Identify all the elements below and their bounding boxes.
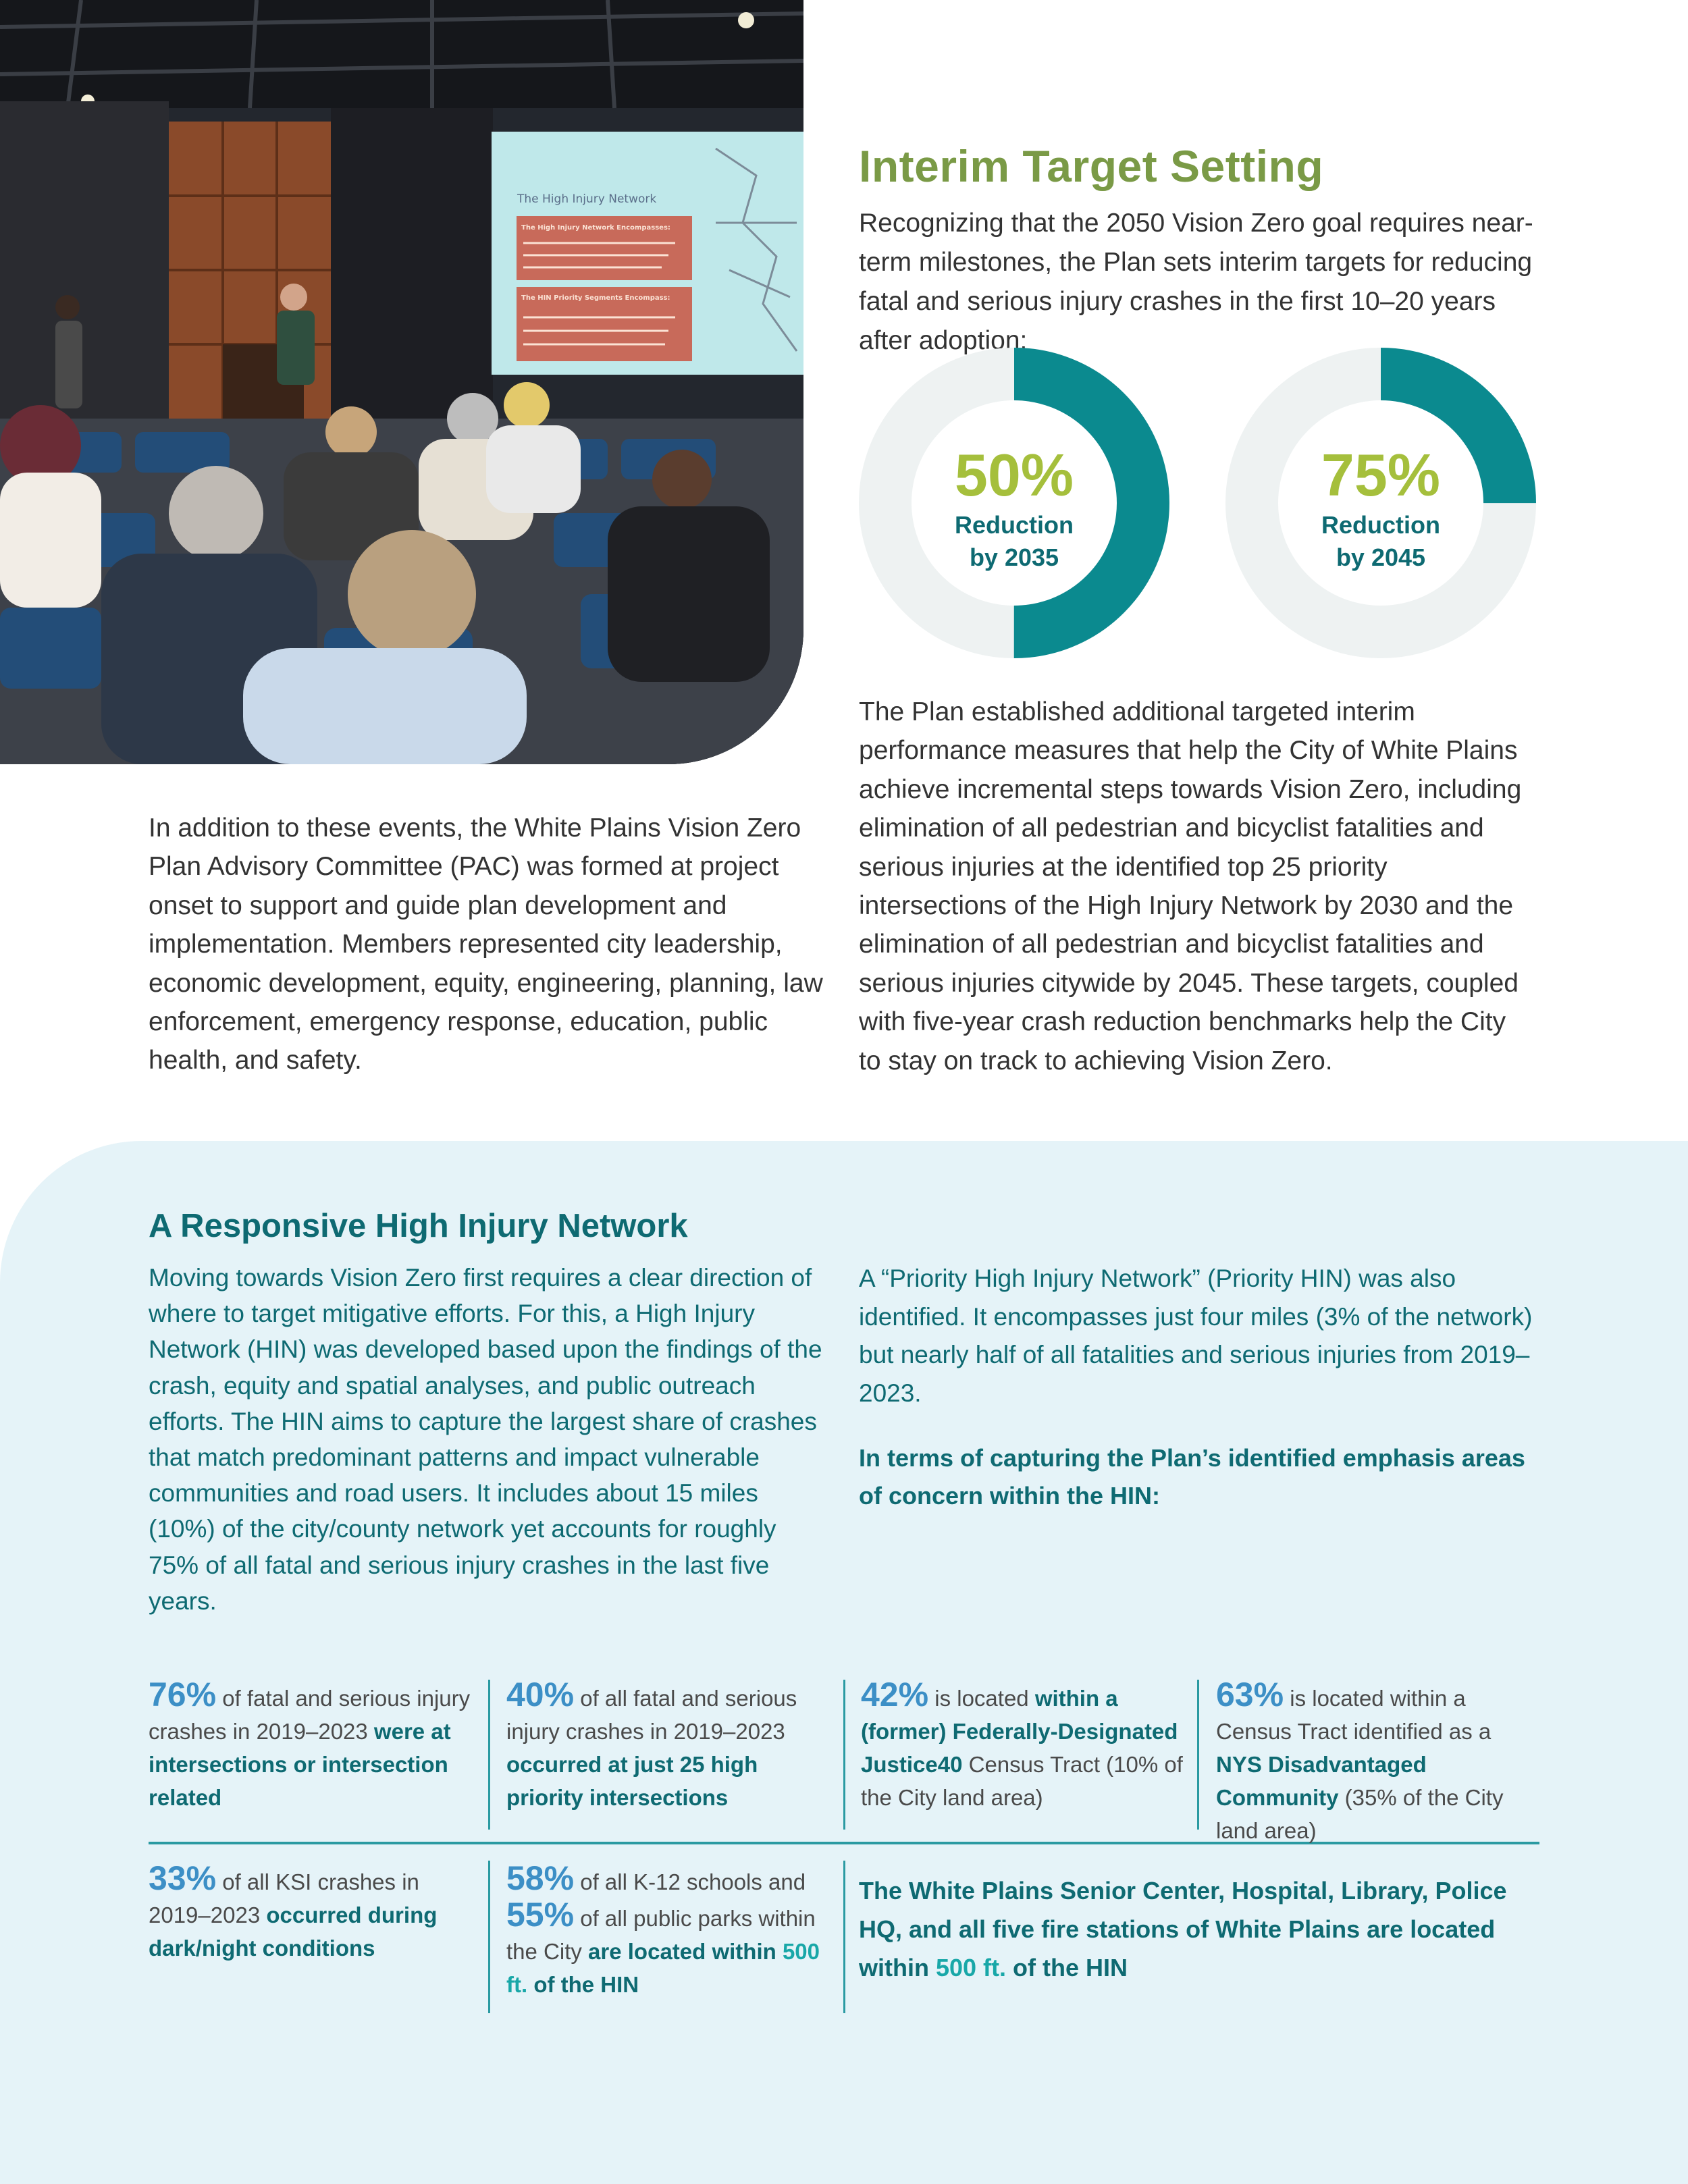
stat-42-value: 42% bbox=[861, 1676, 929, 1713]
donut-2035-label bbox=[859, 509, 1169, 574]
screen-title: The High Injury Network bbox=[517, 192, 657, 206]
stat-55-distance: 500 ft. bbox=[506, 1939, 820, 1997]
donut-2045-line1: Reduction bbox=[1321, 511, 1440, 539]
stat-76-text: of fatal and serious injury crashes in 2019–2023 bbox=[149, 1686, 471, 1744]
hin-right-paragraph: A “Priority High Injury Network” (Priority HIN) was also identified. It encompasses just four miles (3% of the network) but nearly half of all fatalities and serious injuries from 2019–2023. bbox=[859, 1264, 1533, 1407]
donut-2035-value: 50% bbox=[954, 442, 1074, 508]
stat-divider bbox=[488, 1680, 490, 1830]
pac-paragraph: In addition to these events, the White Plains Vision Zero Plan Advisory Committee (PAC) was formed at project onset to support and guide plan development and implementation. Members represented city leadership, economic development, equity, engineering, planning, law enforcement, emergency response, education, public health, and safety. bbox=[149, 814, 823, 1075]
stat-63-text: is located within a Census Tract identified as a bbox=[1216, 1686, 1492, 1744]
stat-42 bbox=[861, 1678, 1185, 1814]
stat-76-bold: were at intersections or intersection related bbox=[149, 1719, 451, 1810]
stat-facilities-distance: 500 ft. bbox=[935, 1954, 1007, 1981]
donut-2045 bbox=[1225, 344, 1536, 662]
interim-heading: Interim Target Setting bbox=[859, 141, 1324, 191]
donut-2035-line2: by 2035 bbox=[969, 543, 1059, 571]
stat-facilities-post: of the HIN bbox=[1006, 1954, 1128, 1981]
stat-63 bbox=[1216, 1678, 1533, 1847]
stat-divider bbox=[843, 1680, 845, 1830]
stat-facilities-text: The White Plains Senior Center, Hospital, Library, Police HQ, and all five fire stations of White Plains are located within bbox=[859, 1877, 1507, 1981]
hin-heading: A Responsive High Injury Network bbox=[149, 1208, 688, 1244]
screen-box2-title: The HIN Priority Segments Encompass: bbox=[521, 294, 670, 302]
stat-55-value: 55% bbox=[506, 1896, 575, 1934]
screen-box1-title: The High Injury Network Encompasses: bbox=[521, 224, 670, 232]
donut-2035 bbox=[859, 344, 1169, 662]
stat-55-text: of all public parks within the City bbox=[506, 1906, 816, 1964]
stat-42-bold: within a (former) Federally-Designated Justice40 bbox=[861, 1686, 1178, 1777]
stat-33-value: 33% bbox=[149, 1859, 217, 1897]
donut-2035-line1: Reduction bbox=[955, 511, 1074, 539]
stat-divider bbox=[1197, 1680, 1199, 1830]
stat-42-text: is located bbox=[928, 1686, 1035, 1711]
hin-emphasis-lead: In terms of capturing the Plan’s identified emphasis areas of concern within the HIN: bbox=[859, 1444, 1525, 1510]
stat-58-text: of all K-12 schools and bbox=[574, 1869, 806, 1894]
stat-33 bbox=[149, 1859, 473, 1965]
stat-58-value: 58% bbox=[506, 1859, 575, 1897]
stat-divider bbox=[843, 1861, 845, 2013]
stat-divider bbox=[488, 1861, 490, 2013]
presentation-room-illustration bbox=[0, 0, 803, 764]
stat-55-bold: are located within bbox=[588, 1939, 783, 1964]
stat-40-text: of all fatal and serious injury crashes in 2019–2023 bbox=[506, 1686, 797, 1744]
stat-40-bold: occurred at just 25 high priority intersections bbox=[506, 1752, 758, 1810]
stat-76 bbox=[149, 1678, 473, 1814]
interim-measures-paragraph: The Plan established additional targeted interim performance measures that help the City of White Plains achieve incremental steps towards Vision Zero, including elimination of all pedestrian and bicyclist fatalities and serious injuries at the identified top 25 priority intersections of the High Injury Network by 2030 and the elimination of all pedestrian and bicyclist fatalities and serious injuries citywide by 2045. These targets, coupled with five-year crash reduction benchmarks help the City to stay on track to achieving Vision Zero. bbox=[859, 697, 1522, 1075]
hin-left-paragraph: Moving towards Vision Zero first requires a clear direction of where to target mitigative efforts. For this, a High Injury Network (HIN) was developed based upon the findings of the crash, equity and spatial analyses, and public outreach efforts. The HIN aims to capture the largest share of crashes that match predominant patterns and impact vulnerable communities and road users. It includes about 15 miles (10%) of the city/county network yet accounts for roughly 75% of all fatal and serious injury crashes in the last five years. bbox=[149, 1264, 822, 1615]
event-photo bbox=[0, 0, 803, 764]
donut-2045-line2: by 2045 bbox=[1336, 543, 1426, 571]
stat-42-post: Census Tract (10% of the City land area) bbox=[861, 1752, 1183, 1810]
interim-intro: Recognizing that the 2050 Vision Zero goal requires near-term milestones, the Plan sets interim targets for reducing fatal and serious injury crashes in the first 10–20 years after adoption: bbox=[859, 209, 1533, 355]
stat-63-post: (35% of the City land area) bbox=[1216, 1785, 1504, 1843]
stat-63-value: 63% bbox=[1216, 1676, 1284, 1713]
stat-76-value: 76% bbox=[149, 1676, 217, 1713]
donut-2045-value: 75% bbox=[1321, 442, 1441, 508]
stat-58-55 bbox=[506, 1859, 837, 2001]
stat-facilities bbox=[859, 1871, 1534, 1987]
stat-40-value: 40% bbox=[506, 1676, 575, 1713]
stat-40 bbox=[506, 1678, 830, 1814]
stat-33-bold: occurred during dark/night conditions bbox=[149, 1902, 438, 1961]
donut-2045-label bbox=[1225, 509, 1536, 574]
stat-63-bold: NYS Disadvantaged Community bbox=[1216, 1752, 1427, 1810]
stat-55-bold-end: of the HIN bbox=[527, 1972, 639, 1997]
stat-33-text: of all KSI crashes in 2019–2023 bbox=[149, 1869, 419, 1927]
